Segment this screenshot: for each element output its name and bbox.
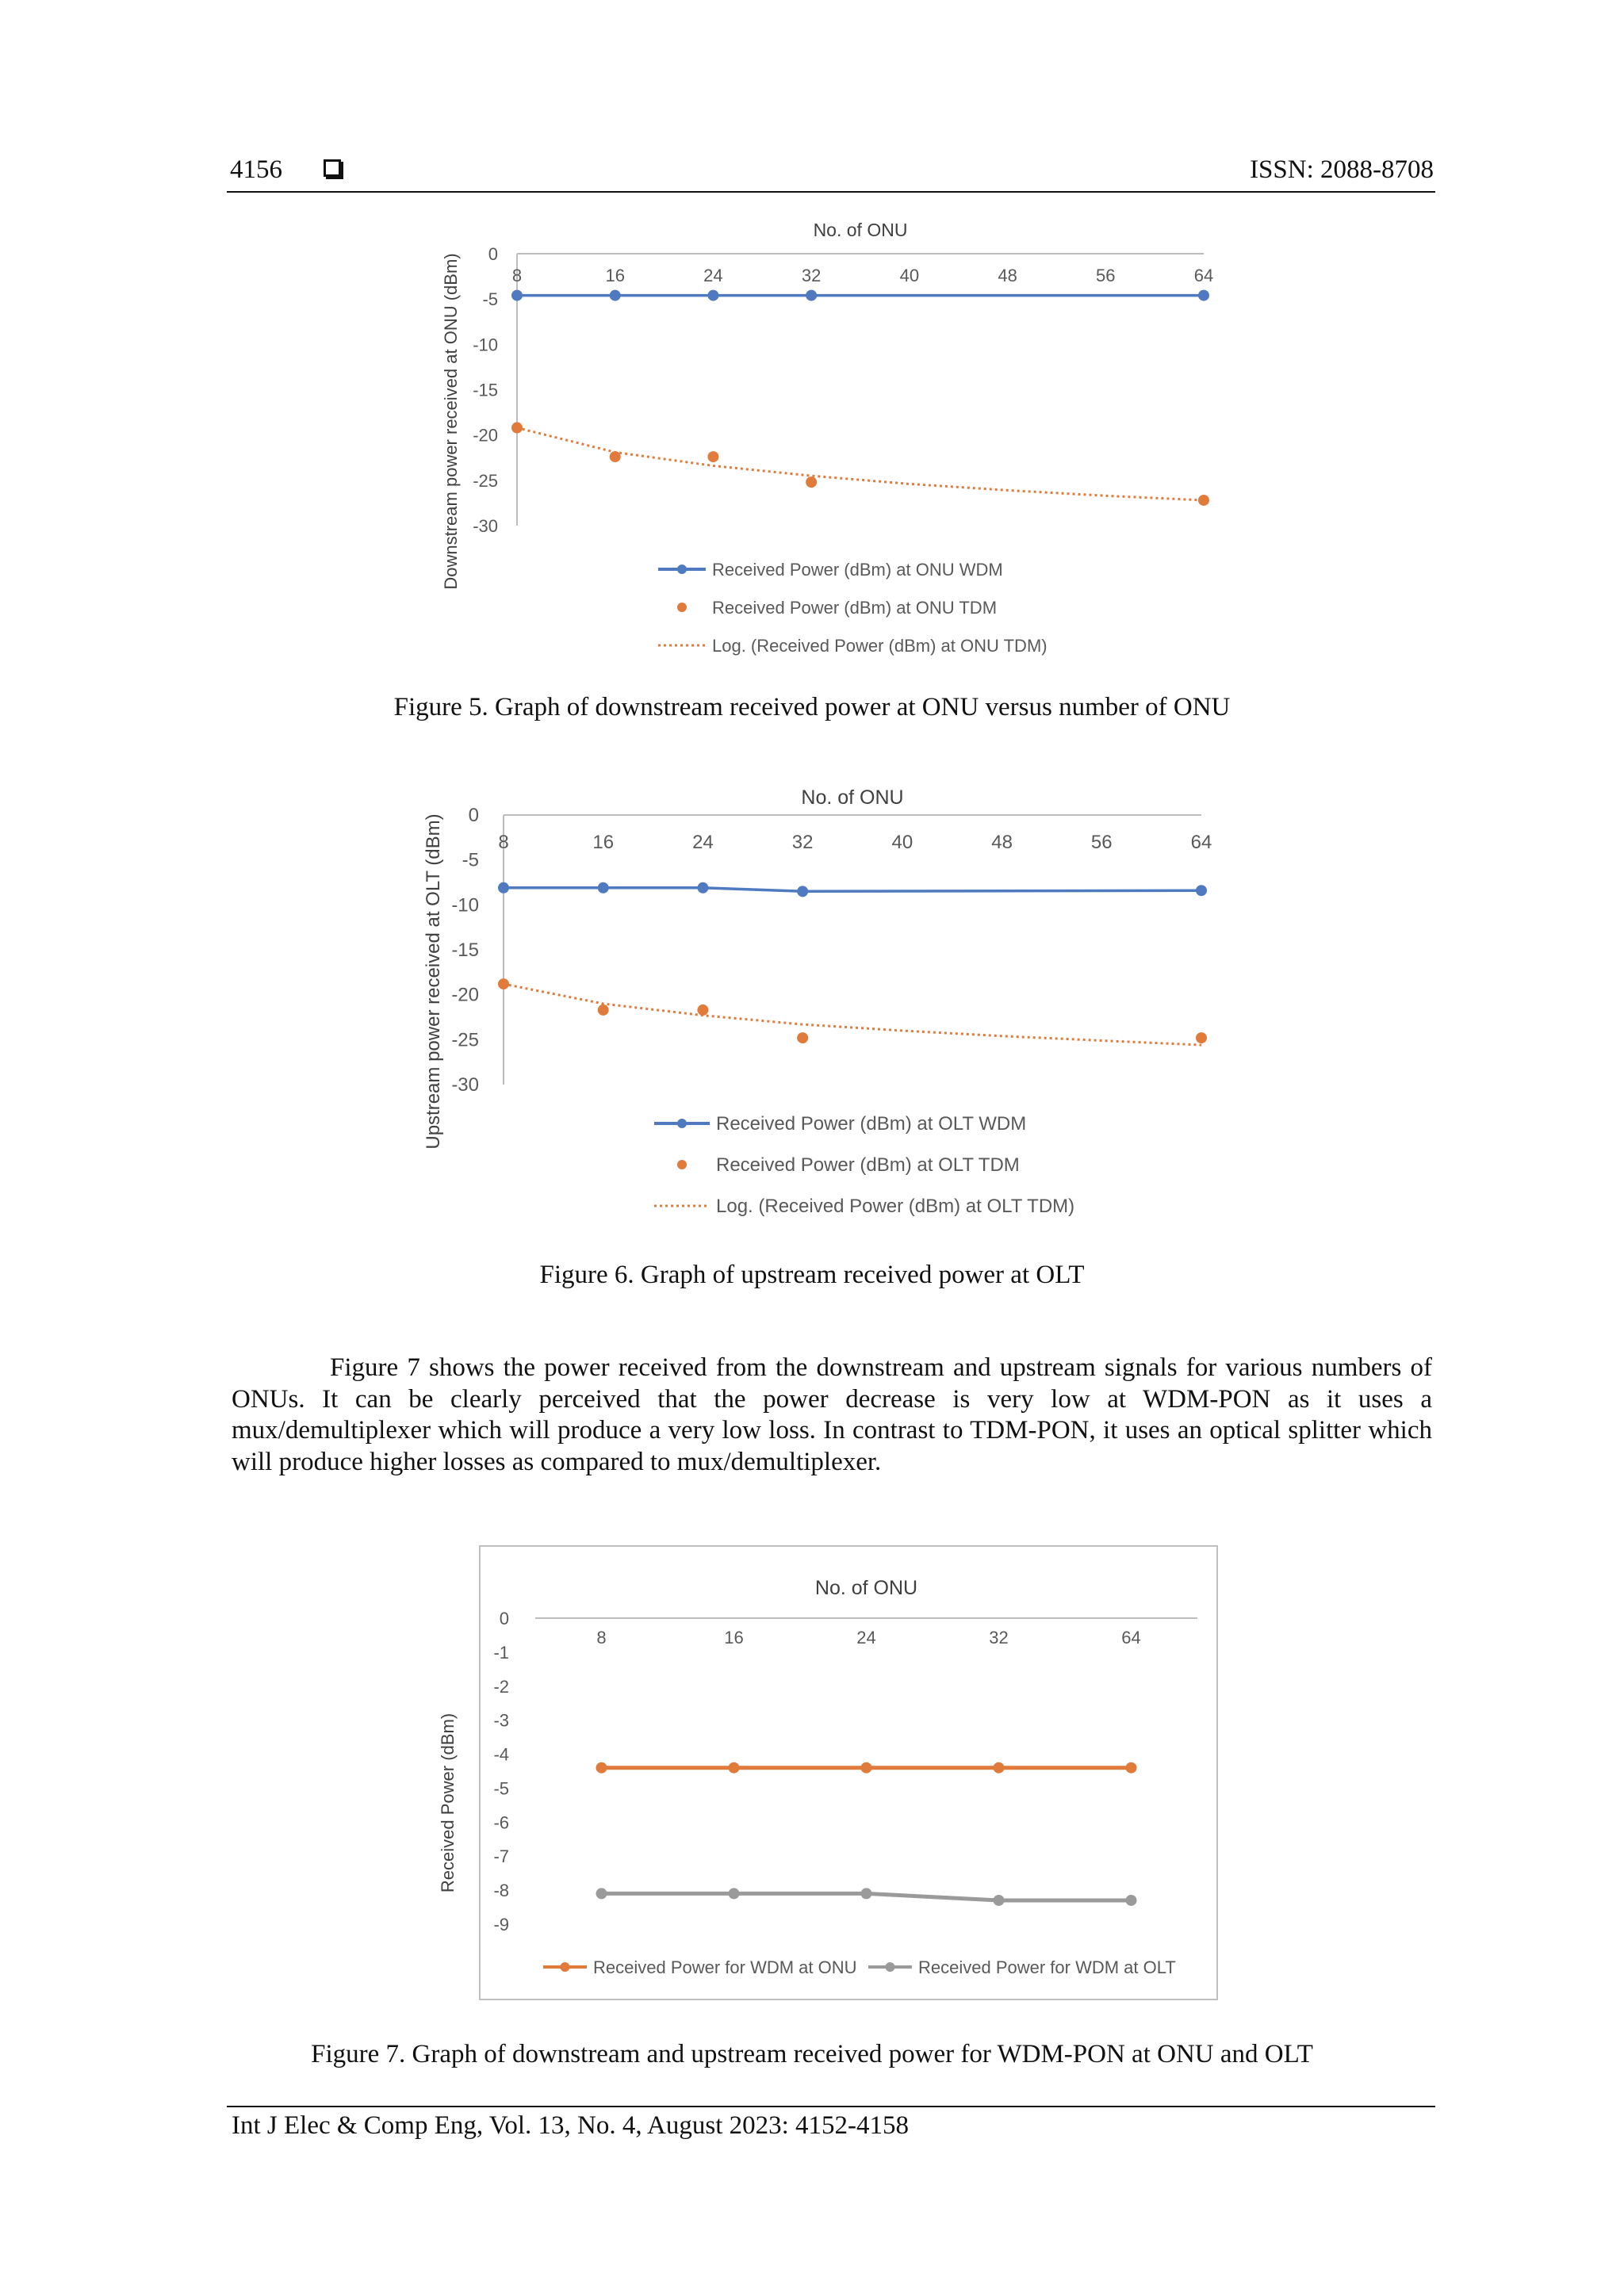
y-tick-label: -30 <box>473 516 498 536</box>
legend-marker-0 <box>561 1962 570 1972</box>
y-tick-label: -10 <box>473 335 498 355</box>
figure-5-caption: Figure 5. Graph of downstream received power at ONU versus number of ONU <box>393 693 1231 721</box>
series-line-2 <box>517 428 1204 501</box>
data-point-0 <box>498 882 509 894</box>
x-tick-label: 48 <box>998 266 1017 285</box>
y-axis-label: Upstream power received at OLT (dBm) <box>423 813 444 1150</box>
x-tick-label: 8 <box>498 832 509 853</box>
x-tick-label: 64 <box>1190 832 1212 853</box>
y-tick-label: -3 <box>493 1710 509 1731</box>
legend-marker-1 <box>677 603 687 612</box>
data-point-1 <box>994 1895 1005 1906</box>
data-point-0 <box>707 290 718 301</box>
x-tick-label: 32 <box>989 1628 1009 1647</box>
y-tick-label: -1 <box>493 1642 509 1663</box>
figure-5-chart <box>428 206 1221 666</box>
data-point-0 <box>806 290 817 301</box>
y-tick-label: -5 <box>482 289 498 310</box>
x-tick-label: 32 <box>791 832 814 853</box>
y-tick-label: -6 <box>493 1812 509 1833</box>
data-point-1 <box>806 476 817 488</box>
y-tick-label: -2 <box>493 1676 509 1697</box>
data-point-1 <box>707 451 718 462</box>
square-bullet-icon <box>324 159 341 177</box>
y-tick-label: -15 <box>451 939 479 961</box>
data-point-0 <box>610 290 621 301</box>
issn: ISSN: 2088-8708 <box>1250 155 1434 184</box>
y-tick-label: -5 <box>462 849 479 871</box>
figure-6-caption: Figure 6. Graph of upstream received power at OLT <box>539 1261 1085 1289</box>
figure-7-chart <box>428 1534 1221 2002</box>
legend-label-0: Received Power for WDM at ONU <box>593 1957 857 1977</box>
data-point-0 <box>596 1762 607 1774</box>
data-point-1 <box>598 1004 609 1016</box>
y-tick-label: -20 <box>451 984 479 1006</box>
data-point-0 <box>1126 1762 1137 1774</box>
footer-citation: Int J Elec & Comp Eng, Vol. 13, No. 4, August 2023: 4152-4158 <box>232 2111 910 2140</box>
y-tick-label: -4 <box>493 1744 509 1765</box>
y-axis-label: Received Power (dBm) <box>438 1712 458 1893</box>
legend-marker-0 <box>677 564 687 574</box>
data-point-1 <box>1126 1895 1137 1906</box>
y-tick-label: -9 <box>493 1915 509 1934</box>
header-rule <box>227 191 1435 193</box>
legend-marker-0 <box>677 1119 687 1128</box>
data-point-0 <box>861 1762 872 1774</box>
y-tick-label: 0 <box>468 805 479 826</box>
page-number: 4156 <box>230 155 282 184</box>
data-point-1 <box>729 1888 740 1899</box>
data-point-0 <box>1196 885 1207 896</box>
y-tick-label: 0 <box>499 1609 509 1628</box>
data-point-1 <box>861 1888 872 1899</box>
legend-label-2: Log. (Received Power (dBm) at OLT TDM) <box>716 1196 1075 1217</box>
data-point-0 <box>598 882 609 894</box>
x-tick-label: 64 <box>1193 266 1214 285</box>
legend-marker-1 <box>886 1962 895 1972</box>
chart-frame <box>480 1546 1217 1999</box>
y-tick-label: -30 <box>451 1074 479 1096</box>
x-tick-label: 16 <box>592 832 615 853</box>
legend-label-1: Received Power (dBm) at OLT TDM <box>716 1154 1020 1176</box>
x-tick-label: 8 <box>511 266 523 285</box>
y-tick-label: -25 <box>473 470 498 491</box>
data-point-0 <box>729 1762 740 1774</box>
data-point-0 <box>511 290 523 301</box>
legend-label-1: Received Power (dBm) at ONU TDM <box>712 598 998 618</box>
x-tick-label: 8 <box>596 1628 607 1647</box>
x-tick-label: 32 <box>801 266 822 285</box>
data-point-1 <box>498 978 509 989</box>
x-tick-label: 48 <box>991 832 1013 853</box>
y-tick-label: -7 <box>493 1846 509 1867</box>
y-tick-label: -5 <box>493 1778 509 1799</box>
series-line-2 <box>504 984 1201 1045</box>
x-tick-label: 24 <box>856 1628 876 1647</box>
chart-title: No. of ONU <box>813 220 908 240</box>
x-tick-label: 16 <box>605 266 625 285</box>
figure-6-chart <box>412 785 1237 1217</box>
data-point-1 <box>596 1888 607 1899</box>
chart-title: No. of ONU <box>801 786 904 809</box>
data-point-0 <box>994 1762 1005 1774</box>
legend-marker-1 <box>677 1160 687 1169</box>
x-tick-label: 56 <box>1096 266 1116 285</box>
x-tick-label: 24 <box>692 832 714 853</box>
data-point-1 <box>1198 495 1209 506</box>
body-paragraph <box>232 1353 1432 1478</box>
y-tick-label: 0 <box>488 244 498 264</box>
x-tick-label: 24 <box>703 266 723 285</box>
legend-label-2: Log. (Received Power (dBm) at ONU TDM) <box>712 636 1048 656</box>
data-point-1 <box>697 1004 708 1016</box>
y-tick-label: -20 <box>473 425 498 446</box>
x-tick-label: 40 <box>891 832 914 853</box>
y-tick-label: -8 <box>493 1881 509 1901</box>
chart-title: No. of ONU <box>814 1577 918 1599</box>
footer-rule <box>227 2106 1435 2107</box>
figure-7-caption: Figure 7. Graph of downstream and upstream received power for WDM-PON at ONU and OLT <box>311 2040 1313 2068</box>
y-tick-label: -25 <box>451 1029 479 1051</box>
y-tick-label: -15 <box>473 380 498 400</box>
x-tick-label: 40 <box>899 266 920 285</box>
data-point-1 <box>797 1032 808 1043</box>
x-tick-label: 56 <box>1090 832 1113 853</box>
data-point-0 <box>797 886 808 897</box>
data-point-0 <box>1198 290 1209 301</box>
legend-label-1: Received Power for WDM at OLT <box>918 1957 1176 1977</box>
data-point-0 <box>697 882 708 894</box>
body-paragraph-text: Figure 7 shows the power received from the downstream and upstream signals for various numbers of ONUs. It can be clearly perceived that the power decrease is very low at WDM-PON as it uses a mux/demultiplexer which will produce a very low loss. In contrast to TDM-PON, it uses an optical splitter which will produce higher losses as compared to mux/demultiplexer. <box>232 1353 1432 1476</box>
legend-label-0: Received Power (dBm) at OLT WDM <box>716 1113 1027 1135</box>
x-tick-label: 16 <box>724 1628 744 1647</box>
x-tick-label: 64 <box>1121 1628 1141 1647</box>
legend-label-0: Received Power (dBm) at ONU WDM <box>712 560 1003 580</box>
data-point-1 <box>1196 1032 1207 1043</box>
y-axis-label: Downstream power received at ONU (dBm) <box>441 253 461 590</box>
y-tick-label: -10 <box>451 894 479 916</box>
